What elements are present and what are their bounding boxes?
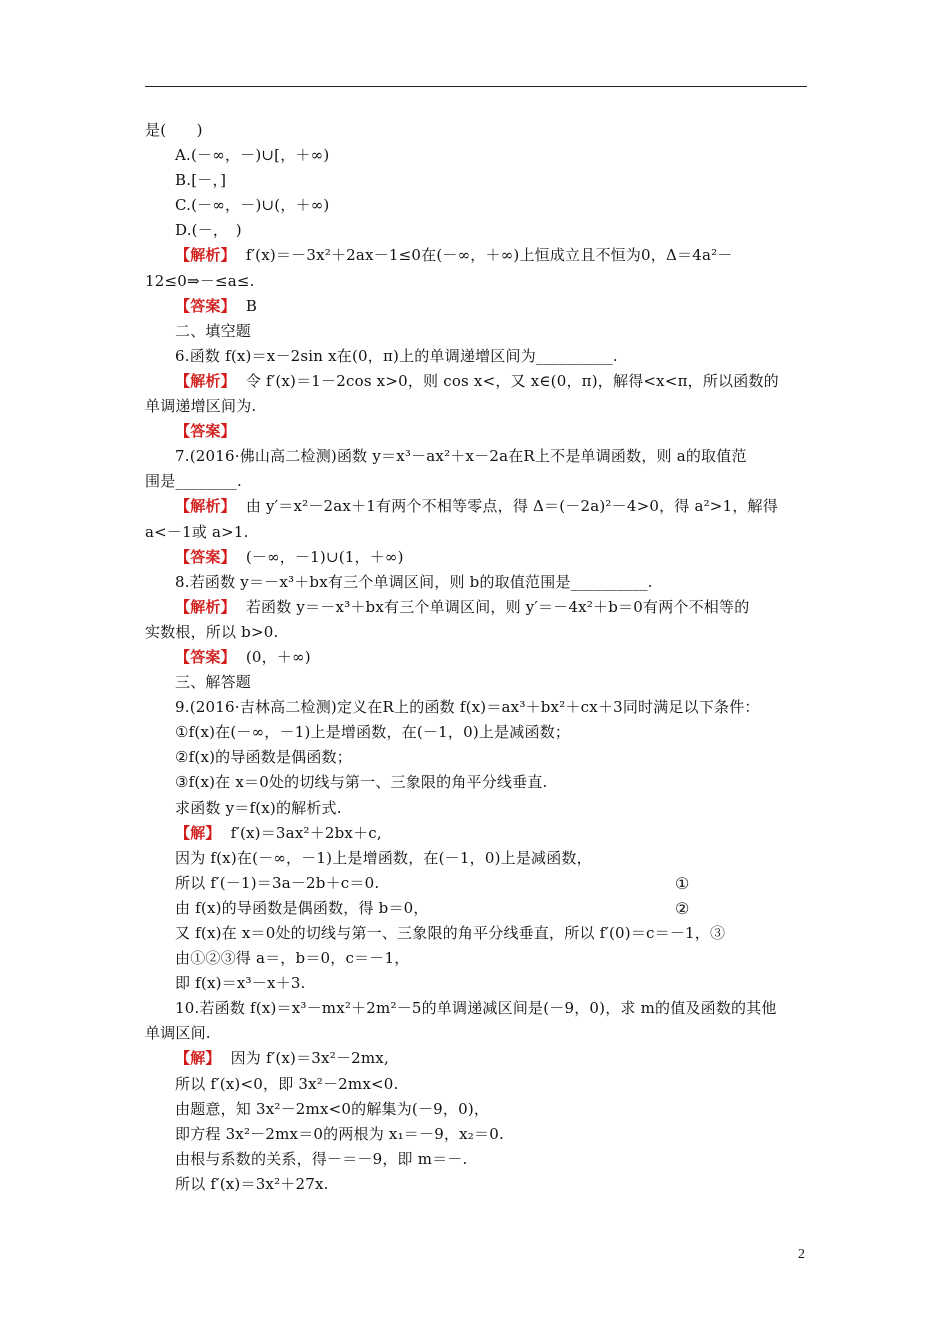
text-line	[145, 444, 807, 469]
text-line	[145, 1021, 807, 1046]
line-text: 由①②③得 a＝，b＝0，c＝－1，	[175, 949, 410, 968]
line-text: a<－1或 a>1.	[145, 522, 249, 541]
line-text: 所以 f′(－1)＝3a－2b＋c＝0.	[175, 873, 380, 892]
page-number: 2	[798, 1247, 805, 1262]
line-text: ②f(x)的导函数是偶函数；	[175, 748, 352, 767]
text-line	[145, 745, 807, 770]
section-tag: 【答案】	[175, 647, 236, 666]
text-line	[145, 946, 807, 971]
text-line	[145, 319, 807, 344]
section-tag: 【解析】	[175, 371, 236, 390]
line-text: 由 f(x)的导函数是偶函数，得 b＝0，	[175, 898, 429, 917]
text-line	[145, 620, 807, 645]
line-text: 由 y′＝x²－2ax＋1有两个不相等零点，得 Δ＝(－2a)²－4>0，得 a²>1，解得	[245, 497, 778, 516]
text-line	[145, 243, 807, 268]
line-text: f′(x)＝－3x²＋2ax－1≤0在(－∞，＋∞)上恒成立且不恒为0，Δ＝4a²－	[245, 246, 733, 265]
line-text: 10.若函数 f(x)＝x³－mx²＋2m²－5的单调递减区间是(－9，0)，求 m的值及函数的其他	[175, 999, 777, 1018]
text-line	[145, 419, 807, 444]
text-line	[145, 645, 807, 670]
text-line	[145, 570, 807, 595]
line-text: 二、填空题	[175, 321, 252, 340]
line-text: 9.(2016·吉林高二检测)定义在R上的函数 f(x)＝ax³＋bx²＋cx＋3同时满足以下条件：	[175, 698, 760, 717]
line-text: 6.函数 f(x)＝x－2sin x在(0，π)上的单调递增区间为__________.	[175, 346, 618, 365]
line-text: 8.若函数 y＝－x³＋bx有三个单调区间，则 b的取值范围是__________.	[175, 572, 653, 591]
text-line	[145, 344, 807, 369]
text-line	[145, 796, 807, 821]
text-line	[145, 896, 807, 921]
section-tag: 【解析】	[175, 497, 236, 516]
text-line	[145, 971, 807, 996]
text-line	[145, 369, 807, 394]
line-text: 由根与系数的关系，得－＝－9，即 m＝－.	[175, 1149, 468, 1168]
text-line	[145, 1097, 807, 1122]
section-tag: 【答案】	[175, 422, 236, 441]
text-line	[145, 996, 807, 1021]
line-text: 所以 f′(x)＝3x²＋27x.	[175, 1174, 329, 1193]
equation-marker: ①	[675, 873, 690, 893]
line-text: (0，＋∞)	[245, 647, 311, 666]
line-text: 所以 f′(x)<0，即 3x²－2mx<0.	[175, 1074, 399, 1093]
text-line	[145, 595, 807, 620]
text-line	[145, 1122, 807, 1147]
section-tag: 【答案】	[175, 296, 236, 315]
text-line	[145, 695, 807, 720]
text-line	[145, 846, 807, 871]
text-line	[145, 770, 807, 795]
section-tag: 【答案】	[175, 547, 236, 566]
text-line	[145, 193, 807, 218]
text-line	[145, 821, 807, 846]
section-tag: 【解】	[175, 823, 221, 842]
line-text: 若函数 y＝－x³＋bx有三个单调区间，则 y′＝－4x²＋b＝0有两个不相等的	[245, 597, 750, 616]
text-line	[145, 720, 807, 745]
line-text: 即 f(x)＝x³－x＋3.	[175, 974, 306, 993]
text-line	[145, 545, 807, 570]
text-line	[145, 494, 807, 519]
line-text: B	[245, 296, 258, 315]
line-text: 7.(2016·佛山高二检测)函数 y＝x³－ax²＋x－2a在R上不是单调函数，则 a的取值范	[175, 447, 747, 466]
document-body	[145, 118, 807, 1197]
text-line	[145, 143, 807, 168]
line-text: f′(x)＝3ax²＋2bx＋c,	[230, 823, 382, 842]
section-tag: 【解析】	[175, 246, 236, 265]
text-line	[145, 118, 807, 143]
section-tag: 【解析】	[175, 597, 236, 616]
text-line	[145, 294, 807, 319]
line-text: 因为 f′(x)＝3x²－2mx,	[230, 1049, 389, 1068]
header-rule	[145, 86, 807, 87]
text-line	[145, 1147, 807, 1172]
line-text: 即方程 3x²－2mx＝0的两根为 x₁＝－9，x₂＝0.	[175, 1124, 504, 1143]
line-text: 求函数 y＝f(x)的解析式.	[175, 798, 342, 817]
text-line	[145, 871, 807, 896]
line-text: 是( )	[145, 121, 203, 139]
line-text: 单调递增区间为.	[145, 397, 257, 416]
line-text: 令 f′(x)＝1－2cos x>0，则 cos x<，又 x∈(0，π)，解得<x<π，所以函数的	[245, 371, 779, 390]
line-text: A.(－∞，－)∪[，＋∞)	[175, 146, 330, 165]
text-line	[145, 469, 807, 494]
line-text: 又 f(x)在 x＝0处的切线与第一、三象限的角平分线垂直，所以 f′(0)＝c＝－1，③	[175, 924, 726, 942]
line-text: (－∞，－1)∪(1，＋∞)	[245, 547, 404, 566]
text-line	[145, 921, 807, 946]
text-line	[145, 168, 807, 193]
line-text: ③f(x)在 x＝0处的切线与第一、三象限的角平分线垂直.	[175, 773, 548, 792]
text-line	[145, 520, 807, 545]
line-text: 三、解答题	[175, 673, 252, 692]
text-line	[145, 1046, 807, 1071]
text-line	[145, 218, 807, 243]
line-text: D.(－， )	[175, 221, 242, 240]
line-text: 由题意，知 3x²－2mx<0的解集为(－9，0)，	[175, 1099, 490, 1118]
text-line	[145, 269, 807, 294]
text-line	[145, 1072, 807, 1097]
text-line	[145, 394, 807, 419]
line-text: ①f(x)在(－∞，－1)上是增函数，在(－1，0)上是减函数；	[175, 723, 571, 742]
line-text: 因为 f(x)在(－∞，－1)上是增函数，在(－1，0)上是减函数，	[175, 848, 592, 867]
line-text: 实数根，所以 b>0.	[145, 622, 279, 641]
line-text: 围是________.	[145, 472, 242, 491]
text-line	[145, 1172, 807, 1197]
text-line	[145, 670, 807, 695]
line-text: 12≤0⇒－≤a≤.	[145, 271, 255, 290]
line-text: C.(－∞，－)∪(，＋∞)	[175, 196, 330, 215]
equation-marker: ②	[675, 898, 690, 918]
line-text: B.[－，]	[175, 171, 227, 190]
line-text: 单调区间.	[145, 1024, 211, 1043]
section-tag: 【解】	[175, 1049, 221, 1068]
